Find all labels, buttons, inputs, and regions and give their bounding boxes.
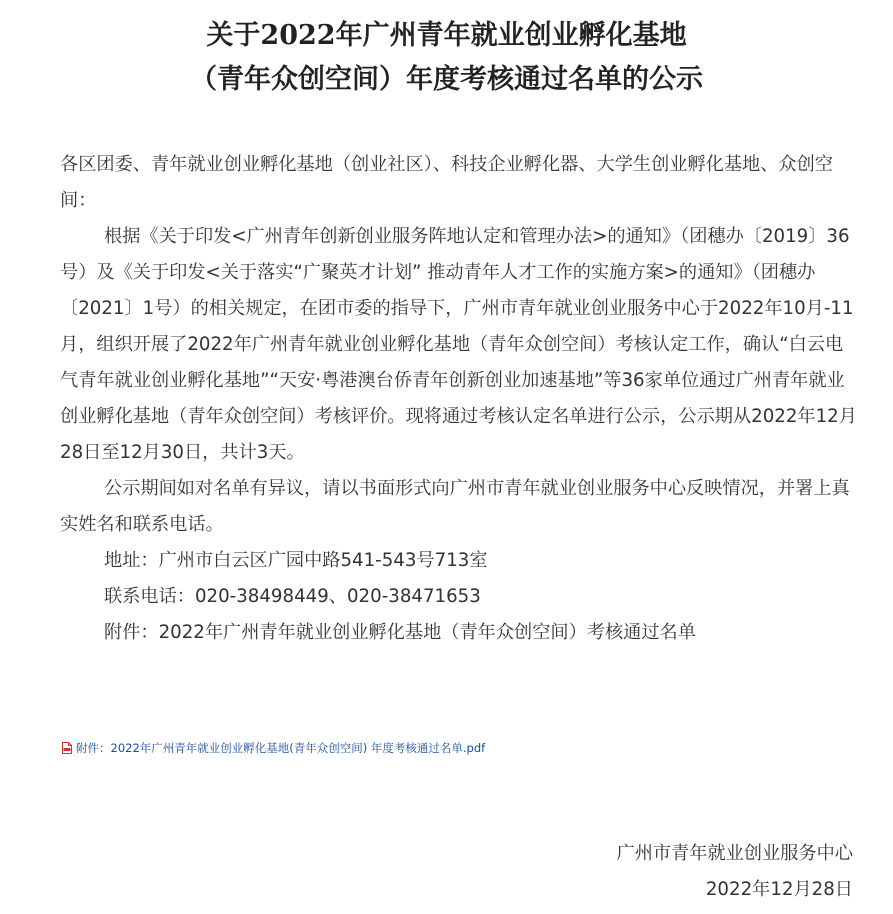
address-line: 地址：广州市白云区广园中路541-543号713室 — [104, 550, 488, 571]
notice-body — [60, 147, 860, 651]
salutation: 各区团委、青年就业创业孵化基地（创业社区）、科技企业孵化器、大学生创业孵化基地、众创空间： — [60, 154, 833, 211]
signature-organization: 广州市青年就业创业服务中心 — [616, 843, 853, 864]
main-paragraph: 根据《关于印发<广州青年创新创业服务阵地认定和管理办法>的通知》（团穗办〔2019〕36号）及《关于印发<关于落实“广聚英才计划” 推动青年人才工作的实施方案>的通知》（团穗办〔2021〕1号）的相关规定，在团市委的指导下，广州市青年就业创业服务中心于2022年10月-11月，组织开展了2022年广州青年就业创业孵化基地（青年众创空间）考核认定工作，确认“白云电气青年就业创业孵化基地”“天安·粤港澳台侨青年创新创业加速基地”等36家单位通过广州青年就业创业孵化基地（青年众创空间）考核评价。现将通过考核认定名单进行公示，公示期从2022年12月28日至12月30日，共计3天。 — [60, 226, 857, 463]
attachment-download-link[interactable] — [62, 740, 485, 756]
pdf-icon — [62, 742, 72, 754]
title-line-2: （青年众创空间）年度考核通过名单的公示 — [190, 64, 703, 95]
title-line-1: 关于2022年广州青年就业创业孵化基地 — [206, 20, 687, 51]
objection-paragraph: 公示期间如对名单有异议，请以书面形式向广州市青年就业创业服务中心反映情况，并署上真实姓名和联系电话。 — [60, 478, 850, 535]
attachment-link-label: 附件：2022年广州青年就业创业孵化基地(青年众创空间) 年度考核通过名单.pdf — [76, 741, 486, 755]
notice-title — [0, 14, 893, 102]
signature-block — [617, 836, 853, 908]
attachment-line: 附件：2022年广州青年就业创业孵化基地（青年众创空间）考核通过名单 — [104, 622, 696, 643]
phone-line: 联系电话：020-38498449、020-38471653 — [104, 586, 481, 607]
signature-date: 2022年12月28日 — [705, 879, 853, 900]
